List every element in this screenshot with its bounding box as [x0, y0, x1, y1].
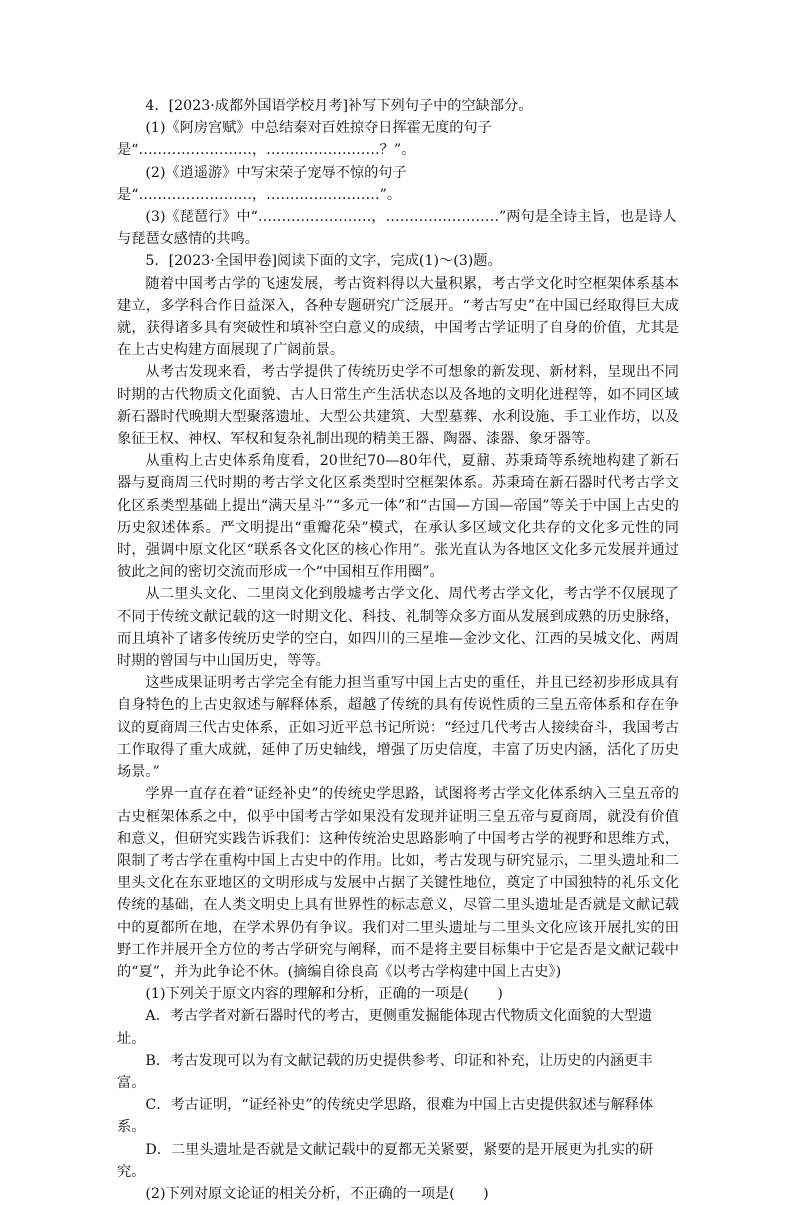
question-4-item-2: (2)《逍遥游》中写宋荣子宠辱不惊的句子是“……………………，……………………”。 [117, 164, 407, 203]
passage-paragraph: 学界一直存在着“证经补史”的传统史学思路，试图将考古学文化体系纳入三皇五帝的古史框架体系之中，似乎中国考古学如果没有发现并证明三皇五帝与夏商周，就没有价值和意义，但研究实践告诉我们：这种传统治史思路影响了中国考古学的视野和思维方式，限制了考古学在重构中国上古史中的作用。比如，考古发现与研究显示，二里头遗址和二里头文化在东亚地区的文明形成与发展中占据了关键性地位，奠定了中国独特的礼乐文化传统的基础，在人类文明史上具有世界性的标志意义，尽管二里头遗址是否就是文献记载中的夏都所在地，在学术界仍有争议。我们对二里头遗址与二里头文化应该开展扎实的田野工作并展开全方位的考古学研究与阐释，而不是将主要目标集中于它是否是文献记载中的“夏”，并为此争论不休。(摘编自徐良高《以考古学构建中国上古史》) [117, 786, 679, 980]
document-body [117, 95, 679, 1205]
passage-paragraph: 从重构上古史体系角度看，20世纪70—80年代，夏鼐、苏秉琦等系统地构建了新石器与夏商周三代时期的考古学文化区系类型时空框架体系。苏秉琦在新石器时代考古学文化区系类型基础上提出“满天星斗”“多元一体”和“古国—方国—帝国”等关于中国上古史的历史叙述体系。严文明提出“重瓣花朵”模式，在承认多区域文化共存的文化多元性的同时，强调中原文化区“联系各文化区的核心作用”。张光直认为各地区文化多元发展并通过彼此之间的密切交流而形成一个“中国相互作用圈”。 [117, 453, 679, 581]
question-4-heading: 4．[2023·成都外国语学校月考]补写下列句子中的空缺部分。 [145, 98, 533, 114]
passage-paragraph: 从考古发现来看，考古学提供了传统历史学不可想象的新发现、新材料，呈现出不同时期的古代物质文化面貌、古人日常生产生活状态以及各地的文明化进程等，如不同区域新石器时代晚期大型聚落遗址、大型公共建筑、大型墓葬、水利设施、手工业作坊，以及象征王权、神权、军权和复杂礼制出现的精美王器、陶器、漆器、象牙器等。 [117, 364, 679, 448]
question-5-heading: 5．[2023·全国甲卷]阅读下面的文字，完成(1)～(3)题。 [145, 253, 502, 270]
option-b: B．考古发现可以为有文献记载的历史提供参考、印证和补充，让历史的内涵更丰富。 [117, 1052, 653, 1091]
option-c: C．考古证明，“证经补史”的传统史学思路，很难为中国上古史提供叙述与解释体系。 [117, 1097, 654, 1136]
option-d: D．二里头遗址是否就是文献记载中的夏都无关紧要，紧要的是开展更为扎实的研究。 [117, 1141, 654, 1180]
sub-question-1-stem: (1)下列关于原文内容的理解和分析，正确的一项是( ) [145, 986, 503, 1003]
passage-paragraph: 这些成果证明考古学完全有能力担当重写中国上古史的重任，并且已经初步形成具有自身特色的上古史叙述与解释体系，超越了传统的具有传说性质的三皇五帝体系和存在争议的夏商周三代古史体系，正如习近平总书记所说：“经过几代考古人接续奋斗，我国考古工作取得了重大成就，延伸了历史轴线，增强了历史信度，丰富了历史内涵，活化了历史场景。” [117, 675, 679, 781]
passage-paragraph: 从二里头文化、二里岗文化到殷墟考古学文化、周代考古学文化，考古学不仅展现了不同于传统文献记载的这一时期文化、科技、礼制等众多方面从发展到成熟的历史脉络，而且填补了诸多传统历史学的空白，如四川的三星堆—金沙文化、江西的吴城文化、两周时期的曾国与中山国历史，等等。 [117, 586, 679, 670]
question-4-item-3: (3)《琵琶行》中“……………………，……………………”两句是全诗主旨，也是诗人与琵琶女感情的共鸣。 [117, 209, 677, 248]
question-4-item-1: (1)《阿房宫赋》中总结秦对百姓掠夺日挥霍无度的句子是“……………………，……………………？”。 [117, 120, 492, 159]
passage-paragraph: 随着中国考古学的飞速发展，考古资料得以大量积累，考古学文化时空框架体系基本建立，多学科合作日益深入，各种专题研究广泛展开。“考古写史”在中国已经取得巨大成就，获得诸多具有突破性和填补空白意义的成绩，中国考古学证明了自身的价值，尤其是在上古史构建方面展现了广阔前景。 [117, 275, 679, 359]
option-a: A．考古学者对新石器时代的考古，更侧重发掘能体现古代物质文化面貌的大型遗址。 [117, 1008, 653, 1047]
sub-question-2-stem: (2)下列对原文论证的相关分析，不正确的一项是( ) [145, 1185, 489, 1202]
